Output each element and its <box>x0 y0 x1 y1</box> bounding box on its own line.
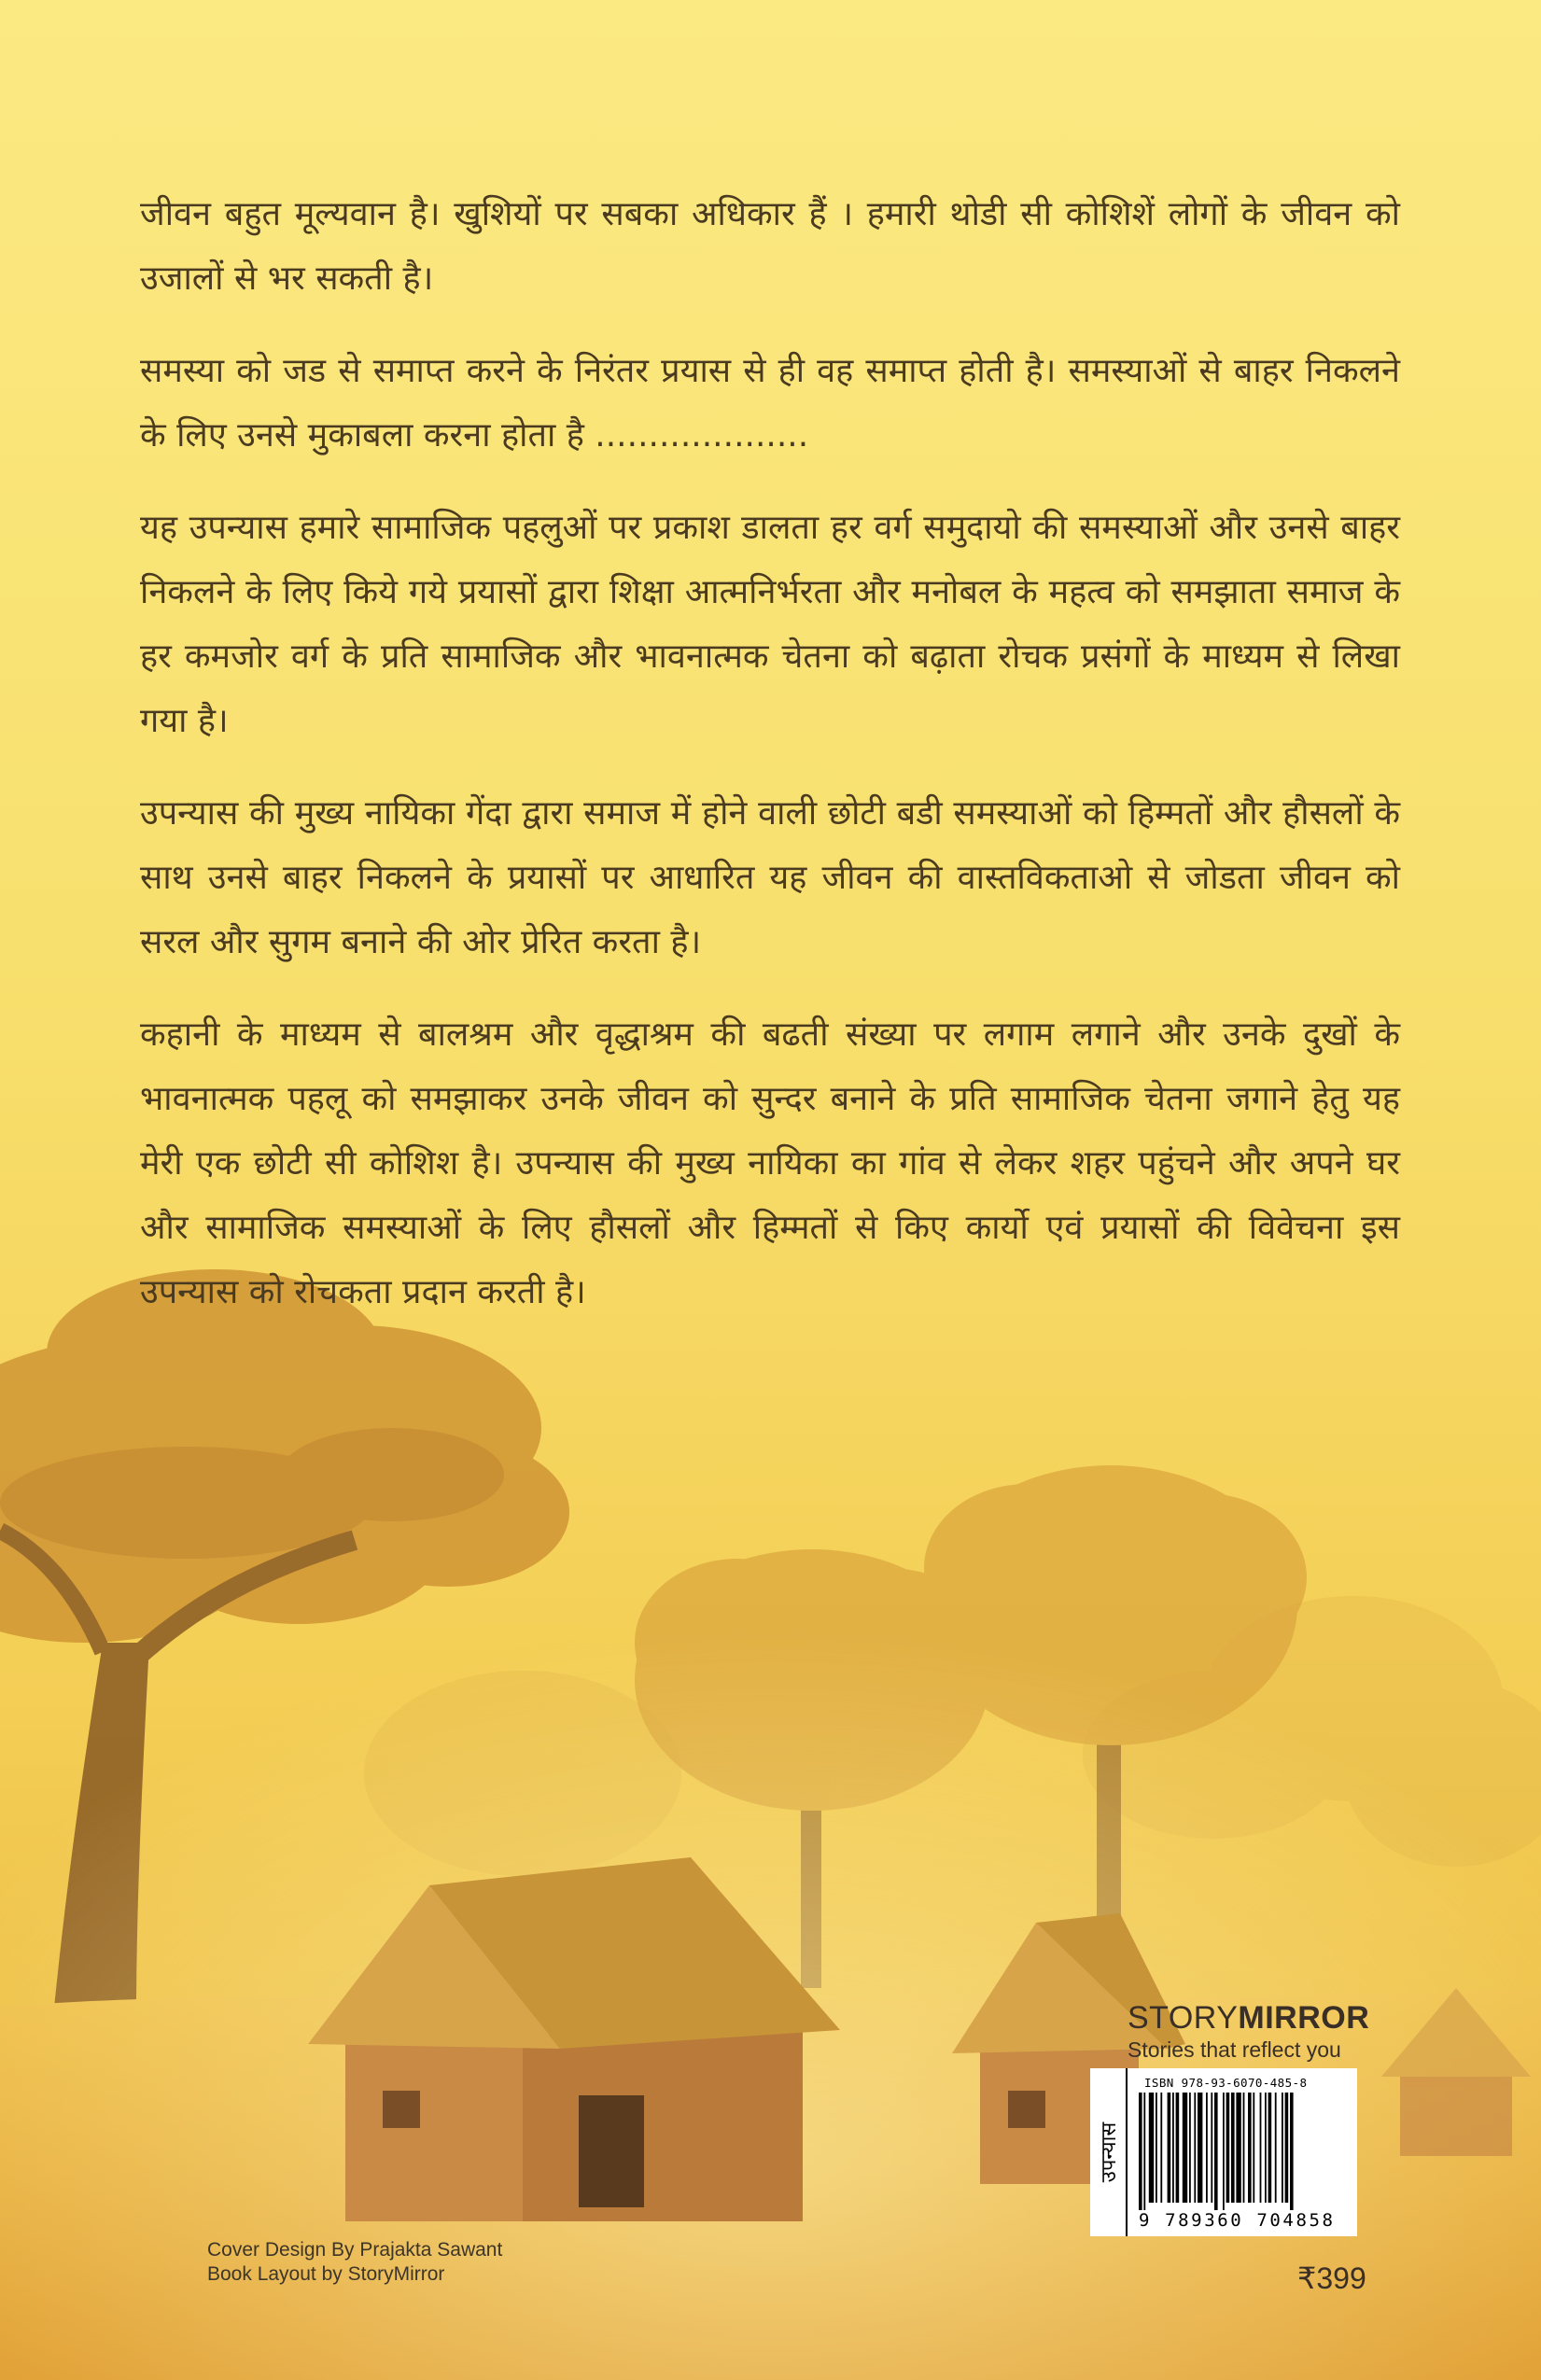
publisher-name: STORYMIRROR <box>1128 2000 1370 2036</box>
barcode-bar <box>1231 2093 1235 2203</box>
ean-digits: 9 789360 704858 <box>1139 2210 1336 2231</box>
genre-label-box <box>1090 2068 1128 2236</box>
back-cover-blurb <box>140 182 1400 1352</box>
barcode-bar <box>1223 2093 1225 2210</box>
barcode-bar <box>1176 2093 1180 2203</box>
cover-design-credit: Cover Design By Prajakta Sawant <box>207 2239 503 2261</box>
isbn-barcode <box>1090 2068 1357 2236</box>
barcode-bar <box>1243 2093 1245 2203</box>
barcode-bar <box>1149 2093 1154 2203</box>
barcode-bar <box>1156 2093 1157 2203</box>
credits <box>207 2238 502 2287</box>
barcode-bar <box>1214 2093 1218 2210</box>
barcode-bar <box>1194 2093 1196 2203</box>
barcode-bar <box>1282 2093 1283 2203</box>
barcode-bar <box>1206 2093 1208 2203</box>
blurb-paragraph: कहानी के माध्यम से बालश्रम और वृद्धाश्रम की बढती संख्या पर लगाम लगाने और उनके दुखों के भावनात्मक पहलू को समझाकर उनके जीवन को सुन्दर बनाने के प्रति सामाजिक चेतना जगाने हेतु यह मेरी एक छोटी सी कोशिश है। उपन्यास की मुख्य नायिका का गांव से लेकर शहर पहुंचने और अपने घर और सामाजिक समस्याओं के लिए हौसलों और हिम्मतों से किए कार्यो एवं प्रयासों की विवेचना इस उपन्यास को रोचकता प्रदान करती है। <box>140 1015 1400 1311</box>
barcode-bar <box>1183 2093 1187 2203</box>
blurb-paragraph: यह उपन्यास हमारे सामाजिक पहलुओं पर प्रकाश डालता हर वर्ग समुदायो की समस्याओं और उनसे बाहर निकलने के लिए किये गये प्रयासों द्वारा शिक्षा आत्मनिर्भरता और मनोबल के महत्व को समझाता समाज के हर कमजोर वर्ग के प्रति सामाजिक और भावनात्मक चेतना को बढ़ाता रोचक प्रसंगों के माध्यम से लिखा गया है। <box>140 509 1400 740</box>
book-layout-credit: Book Layout by StoryMirror <box>207 2263 445 2285</box>
barcode-bar <box>1226 2093 1230 2203</box>
barcode-bar <box>1290 2093 1294 2210</box>
barcode-bar <box>1211 2093 1212 2203</box>
price-label: ₹399 <box>1297 2261 1366 2295</box>
barcode-bar <box>1189 2093 1191 2203</box>
barcode-bar <box>1260 2093 1262 2203</box>
publisher-tagline: Stories that reflect you <box>1128 2037 1341 2062</box>
genre-label: उपन्यास <box>1098 2121 1121 2183</box>
barcode-bar <box>1160 2093 1162 2203</box>
barcode-bar <box>1285 2093 1289 2203</box>
blurb-paragraph: समस्या को जड से समाप्त करने के निरंतर प्रयास से ही वह समाप्त होती है। समस्याओं से बाहर निकलने के लिए उनसे मुकाबला करना होता है .................... <box>140 352 1400 455</box>
barcode-bar <box>1168 2093 1171 2203</box>
barcode-bar <box>1139 2093 1142 2210</box>
barcode-bar <box>1198 2093 1202 2203</box>
publisher-logo <box>1128 1999 1408 2063</box>
barcode-bar <box>1265 2093 1267 2203</box>
barcode-bar <box>1253 2093 1254 2203</box>
barcode-bar <box>1172 2093 1174 2203</box>
blurb-paragraph: उपन्यास की मुख्य नायिका गेंदा द्वारा समाज में होने वाली छोटी बडी समस्याओं को हिम्मतों और हौसलों के साथ उनसे बाहर निकलने के प्रयासों पर आधारित यह जीवन की वास्तविकताओ से जोडता जीवन को सरल और सुगम बनाने की ओर प्रेरित करता है। <box>140 794 1400 961</box>
barcode-bar <box>1143 2093 1145 2210</box>
barcode-bars <box>1137 2093 1352 2210</box>
isbn-number: ISBN 978-93-6070-485-8 <box>1144 2076 1308 2090</box>
barcode-bar <box>1275 2093 1277 2203</box>
barcode-bar <box>1268 2093 1272 2203</box>
barcode-bar <box>1248 2093 1252 2203</box>
barcode-bar <box>1236 2093 1240 2203</box>
blurb-paragraph: जीवन बहुत मूल्यवान है। खुशियों पर सबका अधिकार हैं । हमारी थोडी सी कोशिशें लोगों के जीवन को उजालों से भर सकती है। <box>140 195 1400 298</box>
